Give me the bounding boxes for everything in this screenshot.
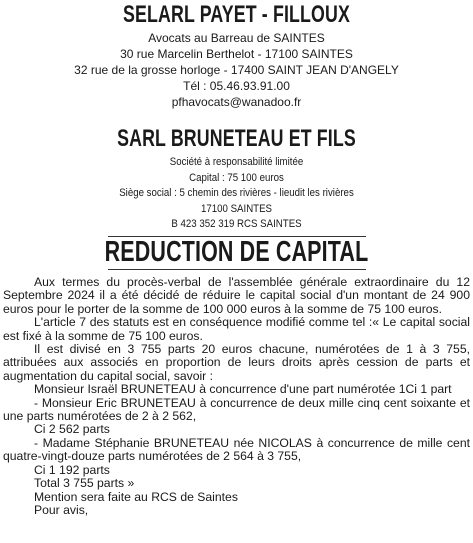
paragraph-eric-shares: - Monsieur Eric BRUNETEAU à concurrence de deux mille cinq cent soixante et une parts numérotées de 2 à 2 562, xyxy=(3,395,470,424)
firm-address-saintes: 30 rue Marcelin Berthelot - 17100 SAINTES xyxy=(120,47,353,61)
paragraph-signoff: Pour avis, xyxy=(34,502,89,517)
firm-phone: Tél : 05.46.93.91.00 xyxy=(183,79,290,93)
notice-body xyxy=(3,276,470,517)
company-rcs-number: B 423 352 319 RCS SAINTES xyxy=(171,218,302,230)
paragraph-israel-share: Monsieur Israël BRUNETEAU à concurrence d'une part numérotée 1Ci 1 part xyxy=(34,382,452,397)
notice-title: REDUCTION DE CAPITAL xyxy=(104,236,369,268)
firm-bar-line: Avocats au Barreau de SAINTES xyxy=(148,31,325,45)
company-details xyxy=(0,155,473,233)
paragraph-decision: Aux termes du procès-verbal de l'assemblée générale extraordinaire du 12 Septembre 2024 il a été décidé de réduire le capital social d'un montant de 24 900 euros pour le porter de la somme de 100 000 euros à la somme de 75 100 euros. xyxy=(3,275,470,316)
law-firm-details xyxy=(0,30,473,110)
paragraph-rcs-mention: Mention sera faite au RCS de Saintes xyxy=(34,489,238,504)
company-legal-form: Société à responsabilité limitée xyxy=(169,156,304,168)
company-postcode-city: 17100 SAINTES xyxy=(200,202,273,215)
paragraph-stephanie-total: Ci 1 192 parts xyxy=(34,462,110,477)
paragraph-stephanie-shares: - Madame Stéphanie BRUNETEAU née NICOLAS à concurrence de mille cent quatre-vingt-douze parts numérotées de 2 564 à 3 755, xyxy=(3,435,470,464)
company-registered-office: Siège social : 5 chemin des rivières - lieudit les rivières xyxy=(119,187,354,199)
firm-email: pfhavocats@wanadoo.fr xyxy=(171,95,302,109)
paragraph-share-division: Il est divisé en 3 755 parts 20 euros chacune, numérotées de 1 à 3 755, attribuées aux associés en proportion de leurs droits après cession de parts et augmentation du capital social, savoir : xyxy=(3,342,470,383)
paragraph-total-shares: Total 3 755 parts » xyxy=(34,476,135,491)
company-name: SARL BRUNETEAU ET FILS xyxy=(117,125,356,152)
paragraph-article-7: L'article 7 des statuts est en conséquence modifié comme tel :« Le capital social est fixé à la somme de 75 100 euros. xyxy=(3,315,470,343)
paragraph-eric-total: Ci 2 562 parts xyxy=(34,422,110,437)
company-capital: Capital : 75 100 euros xyxy=(189,171,284,184)
law-firm-name: SELARL PAYET - FILLOUX xyxy=(123,1,350,28)
title-rule-bottom xyxy=(108,269,366,270)
firm-address-angely: 32 rue de la grosse horloge - 17400 SAINT JEAN D'ANGELY xyxy=(74,63,399,77)
